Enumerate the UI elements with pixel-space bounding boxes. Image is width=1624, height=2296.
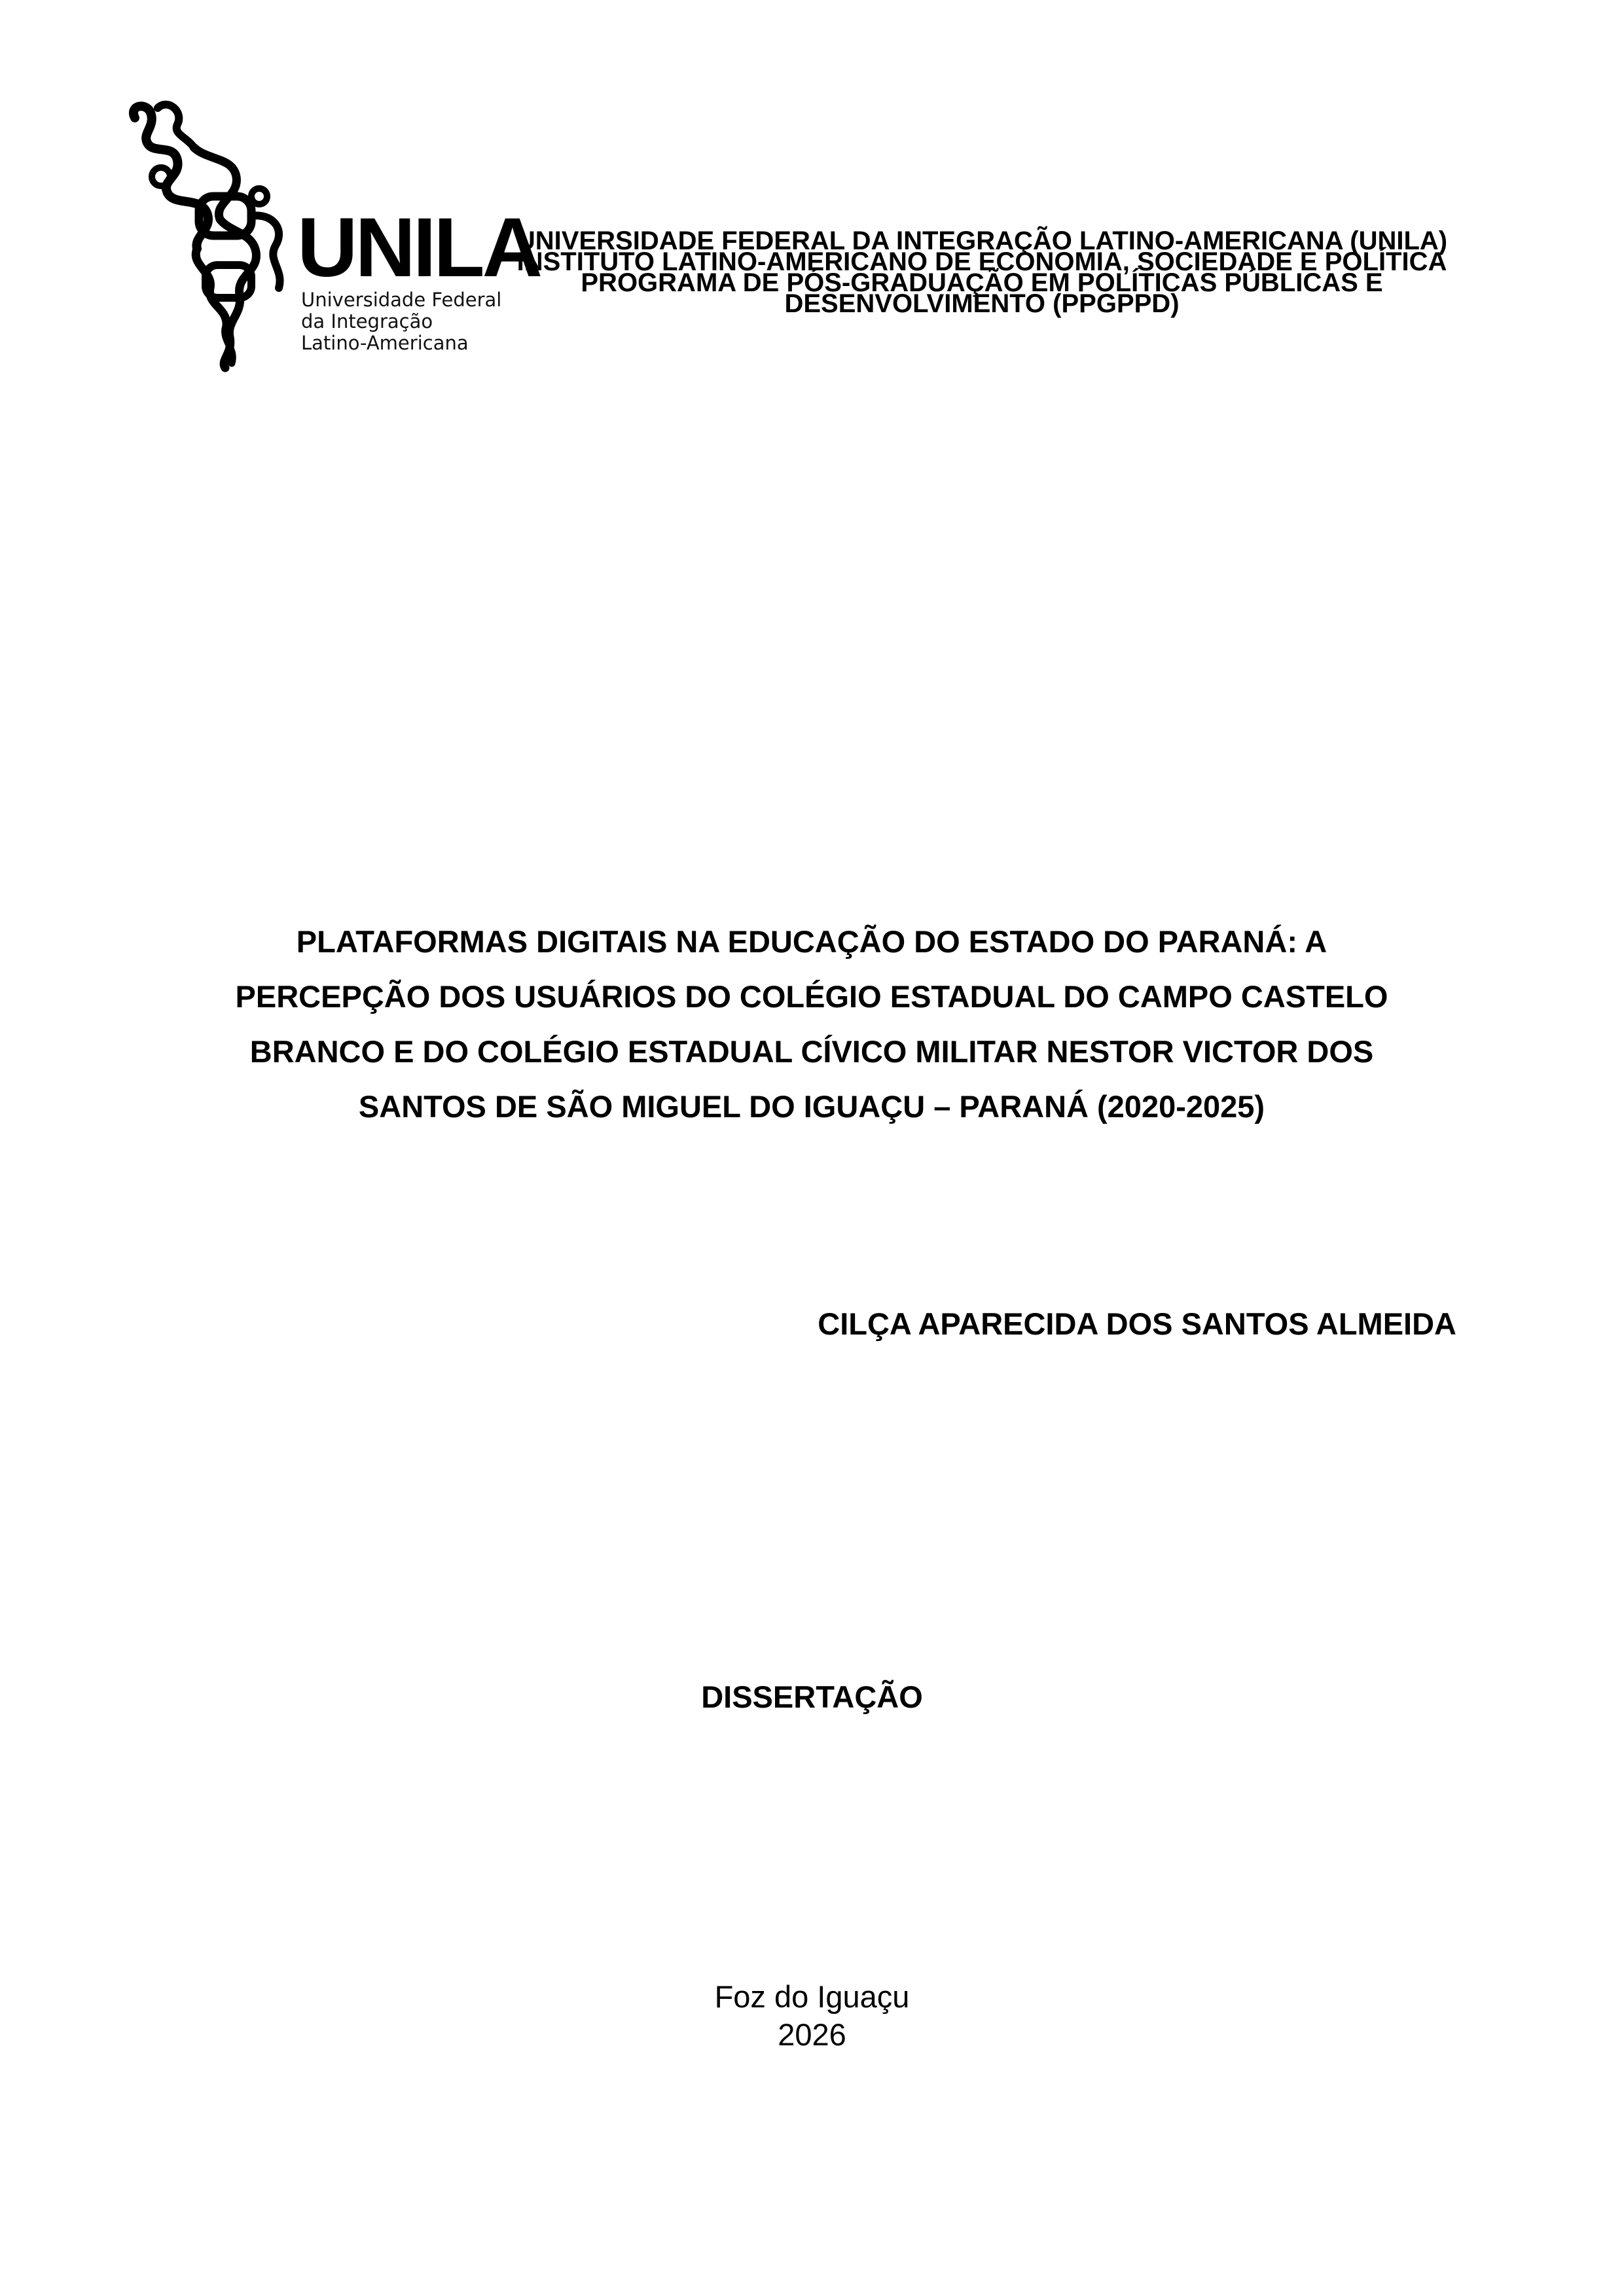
header-line-institute: INSTITUTO LATINO-AMERICANO DE ECONOMIA, SOCIEDADE E POLÍTICA — [516, 247, 1447, 276]
dissertation-title — [196, 914, 1427, 1134]
title-line: PERCEPÇÃO DOS USUÁRIOS DO COLÉGIO ESTADUAL DO CAMPO CASTELO — [235, 979, 1388, 1014]
footer-city: Foz do Iguaçu — [714, 1979, 910, 2014]
footer — [0, 1978, 1624, 2054]
title-line: SANTOS DE SÃO MIGUEL DO IGUAÇU – PARANÁ (2020-2025) — [358, 1089, 1265, 1124]
header-line-program: PROGRAMA DE PÓS-GRADUAÇÃO EM POLÍTICAS PÚBLICAS E — [581, 268, 1383, 297]
header-line-program-cont: DESENVOLVIMENTO (PPGPPD) — [784, 289, 1180, 318]
logo-subtitle-line: Latino-Americana — [301, 332, 469, 354]
header-line-university: UNIVERSIDADE FEDERAL DA INTEGRAÇÃO LATINO-AMERICANA (UNILA) — [516, 226, 1448, 255]
institution-header — [484, 226, 1479, 318]
logo-subtitle-line: da Integração — [301, 310, 433, 332]
unila-logo — [122, 98, 541, 373]
title-line: BRANCO E DO COLÉGIO ESTADUAL CÍVICO MILITAR NESTOR VICTOR DOS — [249, 1034, 1374, 1069]
logo-wordmark: UNILA — [297, 201, 541, 295]
unila-logo-mark-icon — [122, 98, 293, 373]
logo-subtitle-line: Universidade Federal — [301, 289, 502, 311]
author-name: CILÇA APARECIDA DOS SANTOS ALMEIDA — [818, 1306, 1456, 1341]
footer-year: 2026 — [778, 2017, 846, 2052]
document-type: DISSERTAÇÃO — [701, 1679, 923, 1714]
title-line: PLATAFORMAS DIGITAIS NA EDUCAÇÃO DO ESTADO DO PARANÁ: A — [296, 924, 1327, 959]
logo-subtitle — [301, 289, 502, 354]
